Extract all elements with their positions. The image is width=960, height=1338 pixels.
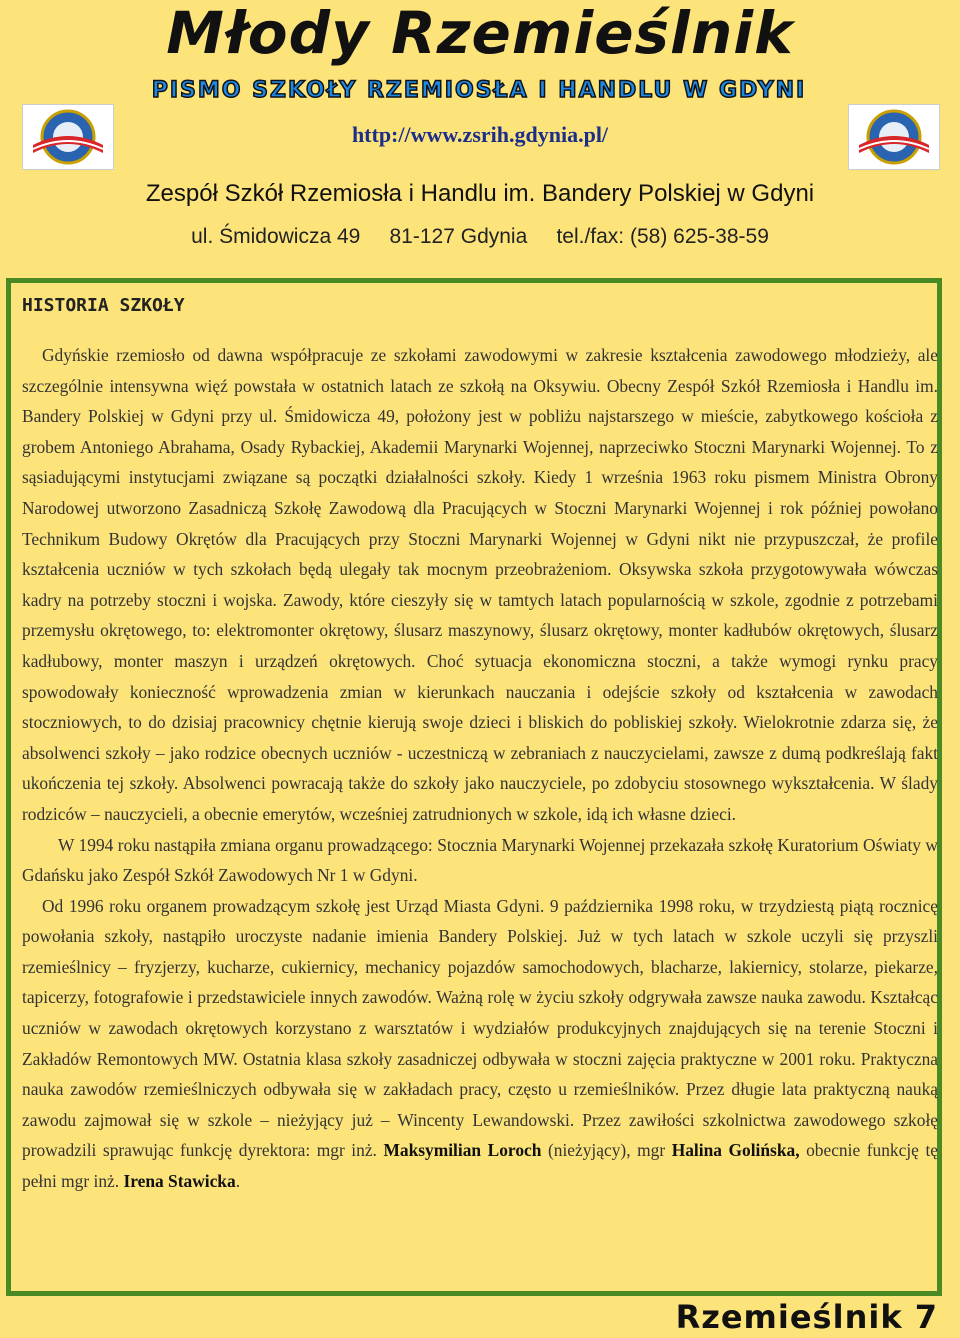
director-name: Halina Golińska,: [671, 1140, 800, 1161]
masthead-title: Młody Rzemieślnik: [166, 0, 794, 67]
article-body: [22, 340, 938, 1197]
article-text: .: [235, 1171, 241, 1192]
article-text: Od 1996 roku organem prowadzącym szkołę jest Urząd Miasta Gdyni. 9 października 1998 roku, w trzydziestą piątą rocznicę powołania szkoły, nastąpiło uroczyste nadanie imienia Bandery Polskiej. Już w tych latach w szkole uczyli się przyszli rzemieślnicy – fryzjerzy, kucharze, cukiernicy, mechanicy pojazdów samochodowych, blacharze, lakiernicy, stolarze, piekarze, tapicerzy, fotografowie i przedstawiciele innych zawodów. Ważną rolę w życiu szkoły odgrywała zawsze nauka zawodu. Kształcąc uczniów w zawodach okrętowych korzystano z warsztatów i wydziałów produkcyjnych znajdujących się na terenie Stoczni i Zakładów Remontowych MW. Ostatnia klasa szkoły zasadniczej odbywała w stoczni zajęcia praktyczne w 2001 roku. Praktyczna nauka zawodów rzemieślniczych odbywała się w zakładach pracy, często u rzemieślników. Przez długie lata praktyczną nauką zawodu zajmował się w szkole – nieżyjący już – Wincenty Lewandowski. Przez zawiłości szkolnictwa zawodowego szkołę prowadzili sprawując funkcję dyrektora: mgr inż.: [22, 895, 938, 1161]
director-name: Irena Stawicka: [123, 1171, 236, 1192]
article-text: obecnie funkcję tę pełni mgr inż.: [22, 1140, 939, 1192]
article-paragraph: W 1994 roku nastąpiła zmiana organu prowadzącego: Stocznia Marynarki Wojennej przekazała szkołę Kuratorium Oświaty w Gdańsku jako Zespół Szkół Zawodowych Nr 1 w Gdyni.: [22, 834, 938, 886]
masthead-subtitle: PISMO SZKOŁY RZEMIOSŁA I HANDLU W GDYNI: [151, 78, 807, 103]
section-title: HISTORIA SZKOŁY: [22, 295, 185, 316]
article-text: (nieżyjący), mgr: [541, 1140, 672, 1161]
school-name: Zespół Szkół Rzemiosła i Handlu im. Bandery Polskiej w Gdyni: [145, 180, 815, 207]
website-url[interactable]: http://www.zsrih.gdynia.pl/: [351, 122, 609, 147]
school-address: ul. Śmidowicza 49 81-127 Gdynia tel./fax: (58) 625-38-59: [191, 225, 769, 248]
article-paragraph-final: [22, 891, 938, 1197]
article-paragraph: Gdyńskie rzemiosło od dawna współpracuje ze szkołami zawodowymi w zakresie kształcenia zawodowego młodzieży, ale szczególnie intensywna więź powstała w ostatnich latach ze szkołą na Oksywiu. Obecny Zespół Szkół Rzemiosła i Handlu im. Bandery Polskiej w Gdyni przy ul. Śmidowicza 49, położony jest w pobliżu najstarszego w mieście, zabytkowego kościoła z grobem Antoniego Abrahama, Osady Rybackiej, Akademii Marynarki Wojennej, naprzeciwko Stoczni Marynarki Wojennej. To z sąsiadującymi instytucjami związane są początki działalności szkoły. Kiedy 1 września 1963 roku pismem Ministra Obrony Narodowej utworzono Zasadniczą Szkołę Zawodową dla Pracujących w Stoczni Marynarki Wojennej i rok później powołano Technikum Budowy Okrętów dla Pracujących przy Stoczni Marynarki Wojennej w Gdyni nikt nie przypuszczał, że profile kształcenia uczniów w tych szkołach będą ulegały tak mocnym przeobrażeniom. Oksywska szkoła przygotowywała wówczas kadry na potrzeby stoczni i wojska. Zawody, które cieszyły się w tamtych latach popularnością w szkole, zgodnie z potrzebami przemysłu okrętowego, to: elektromonter okrętowy, ślusarz maszynowy, ślusarz okrętowy, monter kadłubów okrętowych, ślusarz kadłubowy, monter maszyn i urządzeń okrętowych. Choć sytuacja ekonomiczna stoczni, a także wymogi rynku pracy spowodowały konieczność wprowadzenia zmian w kierunkach nauczania i odejście szkoły od kształcenia w zawodach stoczniowych, to do dzisiaj pracownicy chętnie kierują swoje dzieci i bliskich do pobliskiej szkoły. Wielokrotnie zdarza się, że absolwenci szkoły – jako rodzice obecnych uczniów - uczestniczą w zebraniach z nauczycielami, zawsze z dumą podkreślają fakt ukończenia tej szkoły. Absolwenci powracają także do szkoły jako nauczyciele, po zdobyciu stosownego wykształcenia. W ślady rodziców – nauczycieli, a obecnie emerytów, wcześniej zatrudnionych w szkole, idą ich własne dzieci.: [22, 345, 938, 824]
page-footer: Rzemieślnik 7: [675, 1298, 938, 1336]
director-name: Maksymilian Loroch: [383, 1140, 542, 1161]
